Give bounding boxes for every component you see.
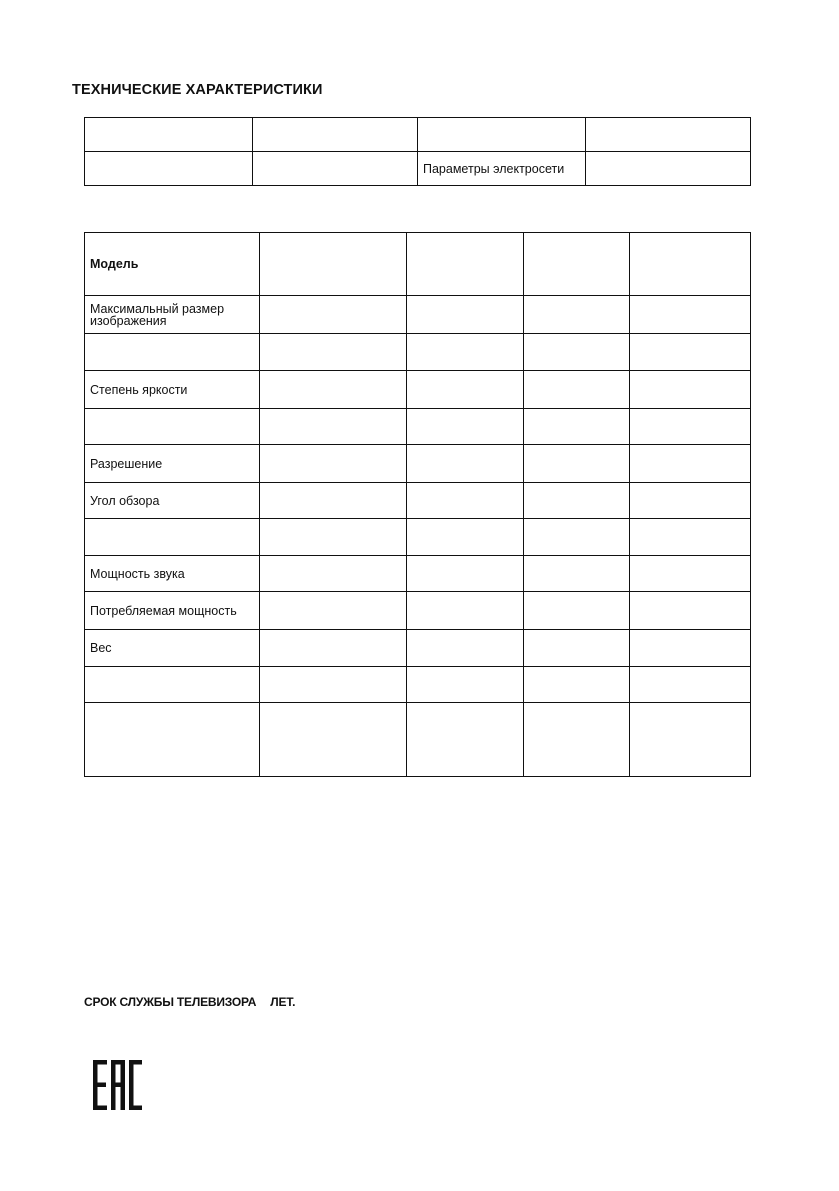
spec-label (85, 667, 260, 703)
table-cell (260, 409, 407, 445)
table-cell (407, 233, 524, 296)
table-cell (407, 519, 524, 556)
table-row (85, 296, 751, 334)
spec-label (85, 519, 260, 556)
table-row (85, 118, 751, 152)
table-row (85, 630, 751, 667)
specifications-table (84, 232, 751, 777)
table-cell (85, 152, 253, 186)
table-cell (524, 519, 630, 556)
spec-label: Степень яркости (85, 371, 260, 409)
table-row (85, 233, 751, 296)
service-life (84, 995, 295, 1009)
table-row (85, 445, 751, 483)
table-cell (85, 118, 253, 152)
spec-label: Максимальный размер изображения (85, 296, 260, 334)
table-row (85, 152, 751, 186)
table-cell (524, 483, 630, 519)
table-cell (260, 483, 407, 519)
table-cell (407, 630, 524, 667)
table-cell (524, 233, 630, 296)
table-cell (260, 667, 407, 703)
table-cell (407, 296, 524, 334)
table-cell (630, 703, 751, 777)
table-cell (586, 118, 751, 152)
table-cell (524, 592, 630, 630)
table-cell (407, 445, 524, 483)
table-cell (630, 592, 751, 630)
spec-label: Мощность звука (85, 556, 260, 592)
table-row (85, 483, 751, 519)
spec-label (85, 334, 260, 371)
table-row (85, 556, 751, 592)
table-cell (524, 630, 630, 667)
table-row (85, 519, 751, 556)
table-cell (260, 519, 407, 556)
table-cell (407, 556, 524, 592)
table-cell (407, 592, 524, 630)
power-parameters-table (84, 117, 751, 186)
table-cell (407, 371, 524, 409)
table-cell (407, 409, 524, 445)
table-row (85, 334, 751, 371)
table-cell (260, 445, 407, 483)
table-cell (524, 296, 630, 334)
table-cell (630, 483, 751, 519)
table-cell (260, 371, 407, 409)
table-cell (260, 296, 407, 334)
table-row (85, 371, 751, 409)
table-cell (524, 371, 630, 409)
page-title: ТЕХНИЧЕСКИЕ ХАРАКТЕРИСТИКИ (72, 82, 323, 98)
table-cell (630, 667, 751, 703)
table-row (85, 409, 751, 445)
table-cell (260, 630, 407, 667)
spec-label (85, 409, 260, 445)
table-cell (630, 519, 751, 556)
table-row (85, 592, 751, 630)
spec-label: Угол обзора (85, 483, 260, 519)
table-cell (260, 334, 407, 371)
table-cell (630, 334, 751, 371)
table-cell (630, 409, 751, 445)
table-row (85, 703, 751, 777)
table-cell (524, 667, 630, 703)
spec-label: Потребляемая мощность (85, 592, 260, 630)
table-cell (524, 556, 630, 592)
table-cell (586, 152, 751, 186)
table-cell (407, 483, 524, 519)
eac-certification-mark-icon (93, 1060, 143, 1110)
table-cell (407, 334, 524, 371)
service-life-unit: ЛЕТ. (270, 995, 296, 1009)
table-cell (260, 592, 407, 630)
table-row (85, 667, 751, 703)
table-cell (253, 152, 418, 186)
table-cell (418, 118, 586, 152)
table-cell (524, 409, 630, 445)
table-cell (630, 371, 751, 409)
table-cell (630, 296, 751, 334)
table-cell (260, 703, 407, 777)
spec-label: Модель (85, 233, 260, 296)
table-cell (630, 556, 751, 592)
table-cell (630, 630, 751, 667)
table-cell (524, 703, 630, 777)
table-cell (407, 703, 524, 777)
table-cell (260, 556, 407, 592)
spec-label: Разрешение (85, 445, 260, 483)
table-cell (630, 233, 751, 296)
service-life-label: СРОК СЛУЖБЫ ТЕЛЕВИЗОРА (84, 995, 257, 1009)
power-parameters-label: Параметры электросети (418, 152, 586, 186)
table-cell (260, 233, 407, 296)
table-cell (630, 445, 751, 483)
table-cell (407, 667, 524, 703)
table-cell (524, 445, 630, 483)
table-cell (524, 334, 630, 371)
spec-label: Вес (85, 630, 260, 667)
table-cell (253, 118, 418, 152)
spec-label (85, 703, 260, 777)
